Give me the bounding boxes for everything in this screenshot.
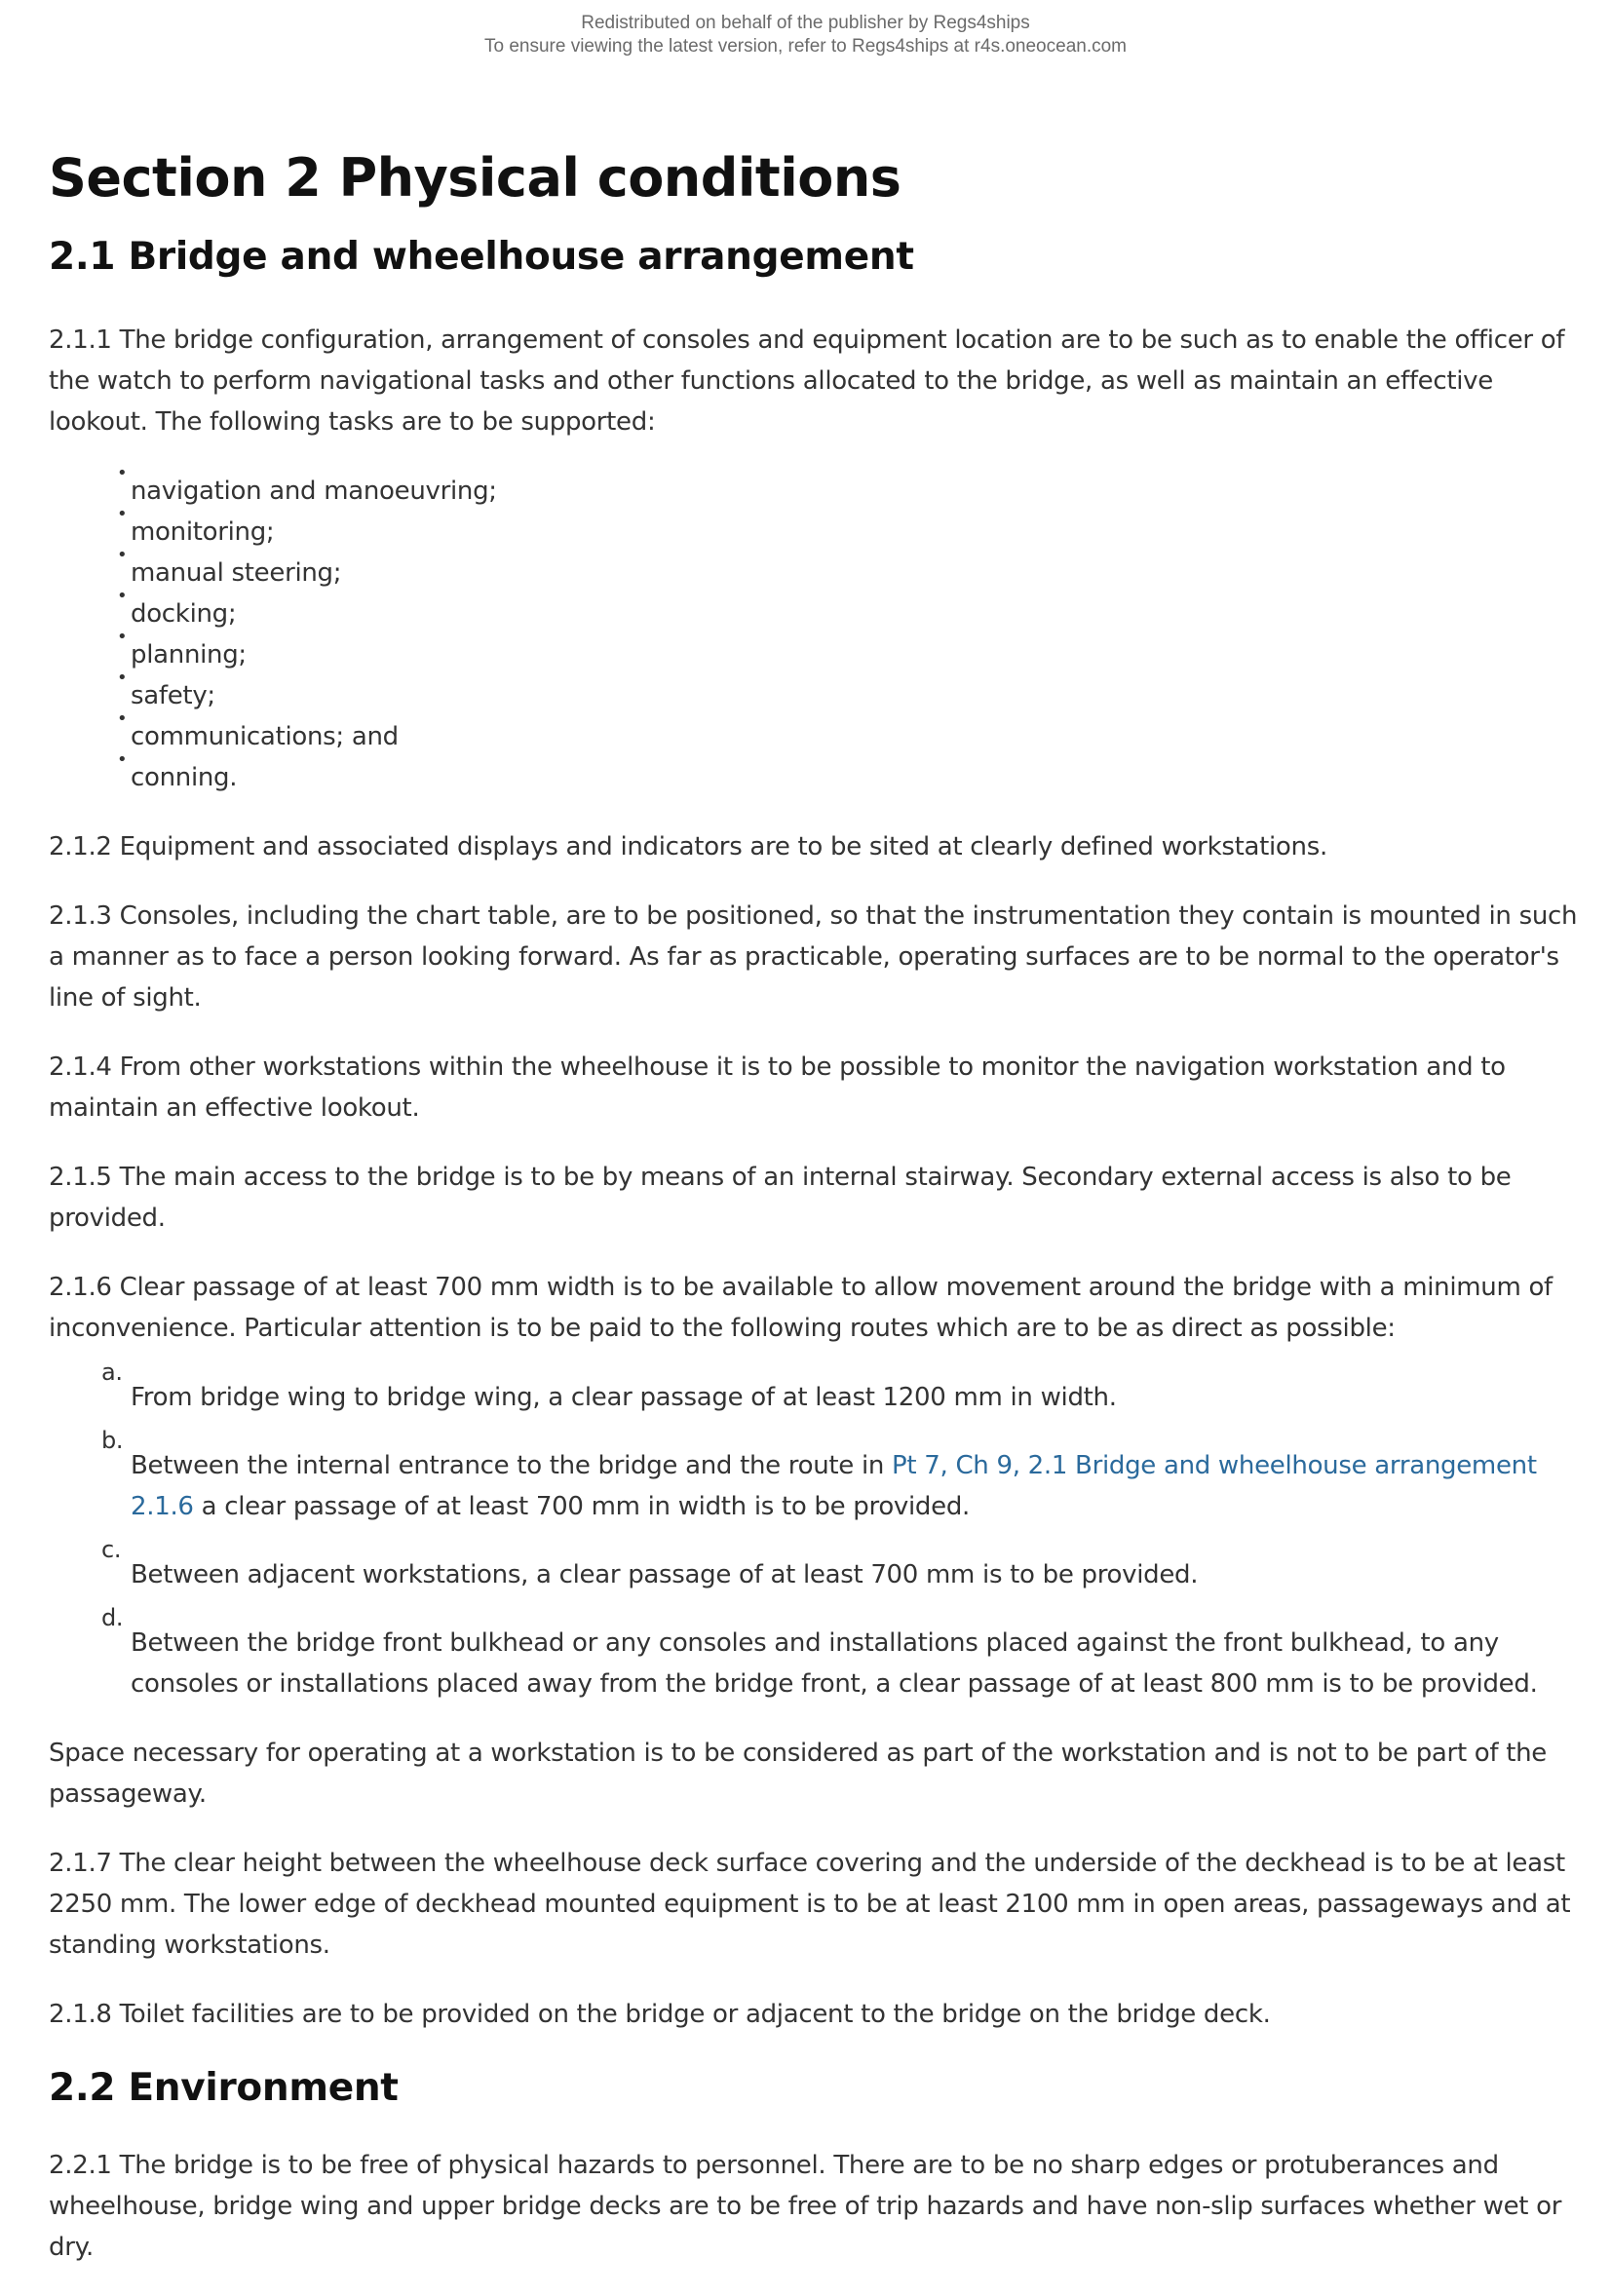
bullet-icon: • — [117, 586, 128, 606]
list-item-text: safety; — [131, 681, 215, 710]
list-item-text: navigation and manoeuvring; — [131, 477, 497, 506]
banner-line-version: To ensure viewing the latest version, refer to Regs4ships at r4s.oneocean.com — [483, 36, 1128, 57]
redistribution-banner — [0, 12, 1611, 58]
list-item — [117, 668, 1579, 716]
list-item-text: communications; and — [131, 722, 399, 751]
list-item — [117, 749, 1579, 798]
paragraph-2-1-3: 2.1.3 Consoles, including the chart table, are to be positioned, so that the instrumentation they contain is mounted in such a manner as to face a person looking forward. As far as practicable, operating surfaces are to be normal to the operator's line of sight. — [49, 901, 1578, 1013]
list-item-route-d — [101, 1604, 1579, 1704]
bullet-icon: • — [117, 504, 128, 524]
section-title: Section 2 Physical conditions — [49, 147, 901, 209]
list-item-text: monitoring; — [131, 517, 275, 547]
list-item-text: Between adjacent workstations, a clear passage of at least 700 mm is to be provided. — [131, 1560, 1199, 1589]
paragraph-2-1-8: 2.1.8 Toilet facilities are to be provided on the bridge or adjacent to the bridge on the bridge deck. — [49, 2000, 1271, 2029]
list-item-text: From bridge wing to bridge wing, a clear passage of at least 1200 mm in width. — [131, 1383, 1117, 1412]
bullet-icon: • — [117, 627, 128, 647]
list-item-route-c — [101, 1536, 1579, 1595]
list-item — [117, 708, 1579, 757]
list-item — [117, 545, 1579, 593]
list-marker: c. — [101, 1536, 122, 1563]
paragraph-2-1-2: 2.1.2 Equipment and associated displays and indicators are to be sited at clearly defined workstations. — [49, 832, 1327, 861]
list-item — [117, 586, 1579, 634]
paragraph-2-1-6: 2.1.6 Clear passage of at least 700 mm width is to be available to allow movement around the bridge with a minimum of inconvenience. Particular attention is to be paid to the following routes which are to be as direct as possible: — [49, 1273, 1553, 1343]
paragraph-2-1-5: 2.1.5 The main access to the bridge is to be by means of an internal stairway. Secondary external access is also to be provided. — [49, 1163, 1512, 1233]
bullet-icon: • — [117, 708, 128, 729]
subsection-title-2-1: 2.1 Bridge and wheelhouse arrangement — [49, 235, 914, 279]
list-item-text: conning. — [131, 763, 238, 792]
list-marker: d. — [101, 1604, 124, 1631]
list-item-text: docking; — [131, 599, 237, 629]
list-item-text: Between the bridge front bulkhead or any consoles and installations placed against the front bulkhead, to any consoles or installations placed away from the bridge front, a clear passage of at least 800 mm is to be provided. — [131, 1628, 1538, 1699]
list-item-text-before-link: Between the internal entrance to the bridge and the route in — [131, 1451, 893, 1480]
list-item — [117, 504, 1579, 553]
list-item-route-a — [101, 1358, 1579, 1418]
list-item-text-after-link: a clear passage of at least 700 mm in width is to be provided. — [193, 1492, 970, 1521]
subsection-title-2-2: 2.2 Environment — [49, 2066, 399, 2110]
paragraph-2-2-1: 2.2.1 The bridge is to be free of physical hazards to personnel. There are to be no sharp edges or protuberances and wheelhouse, bridge wing and upper bridge decks are to be free of trip hazards and have non-slip surfaces whether wet or dry. — [49, 2151, 1562, 2262]
list-marker: b. — [101, 1427, 124, 1454]
paragraph-2-1-1: 2.1.1 The bridge configuration, arrangement of consoles and equipment location are to be such as to enable the officer of the watch to perform navigational tasks and other functions allocated to the bridge, as well as maintain an effective lookout. The following tasks are to be supported: — [49, 325, 1565, 437]
list-item-route-b — [101, 1427, 1579, 1527]
cross-reference-link[interactable]: Pt 7, Ch 9, 2.1 Bridge and wheelhouse arrangement 2.1.6 — [131, 1451, 1537, 1521]
paragraph-workstation-space: Space necessary for operating at a workstation is to be considered as part of the workstation and is not to be part of the passageway. — [49, 1739, 1547, 1809]
bullet-icon: • — [117, 545, 128, 565]
bullet-icon: • — [117, 749, 128, 770]
list-item — [117, 627, 1579, 675]
banner-line-publisher: Redistributed on behalf of the publisher by Regs4ships — [581, 13, 1030, 33]
document-body — [49, 146, 1579, 2296]
paragraph-2-1-7: 2.1.7 The clear height between the wheelhouse deck surface covering and the underside of the deckhead is to be at least 2250 mm. The lower edge of deckhead mounted equipment is to be at least 2100 mm in open areas, passageways and at standing workstations. — [49, 1849, 1571, 1960]
list-item-text: planning; — [131, 640, 247, 670]
route-list — [49, 1358, 1579, 1704]
list-item — [117, 463, 1579, 512]
paragraph-2-1-4: 2.1.4 From other workstations within the wheelhouse it is to be possible to monitor the navigation workstation and to maintain an effective lookout. — [49, 1052, 1506, 1123]
task-list — [49, 463, 1579, 798]
bullet-icon: • — [117, 668, 128, 688]
list-item-text: manual steering; — [131, 558, 342, 588]
bullet-icon: • — [117, 463, 128, 483]
list-marker: a. — [101, 1358, 123, 1386]
